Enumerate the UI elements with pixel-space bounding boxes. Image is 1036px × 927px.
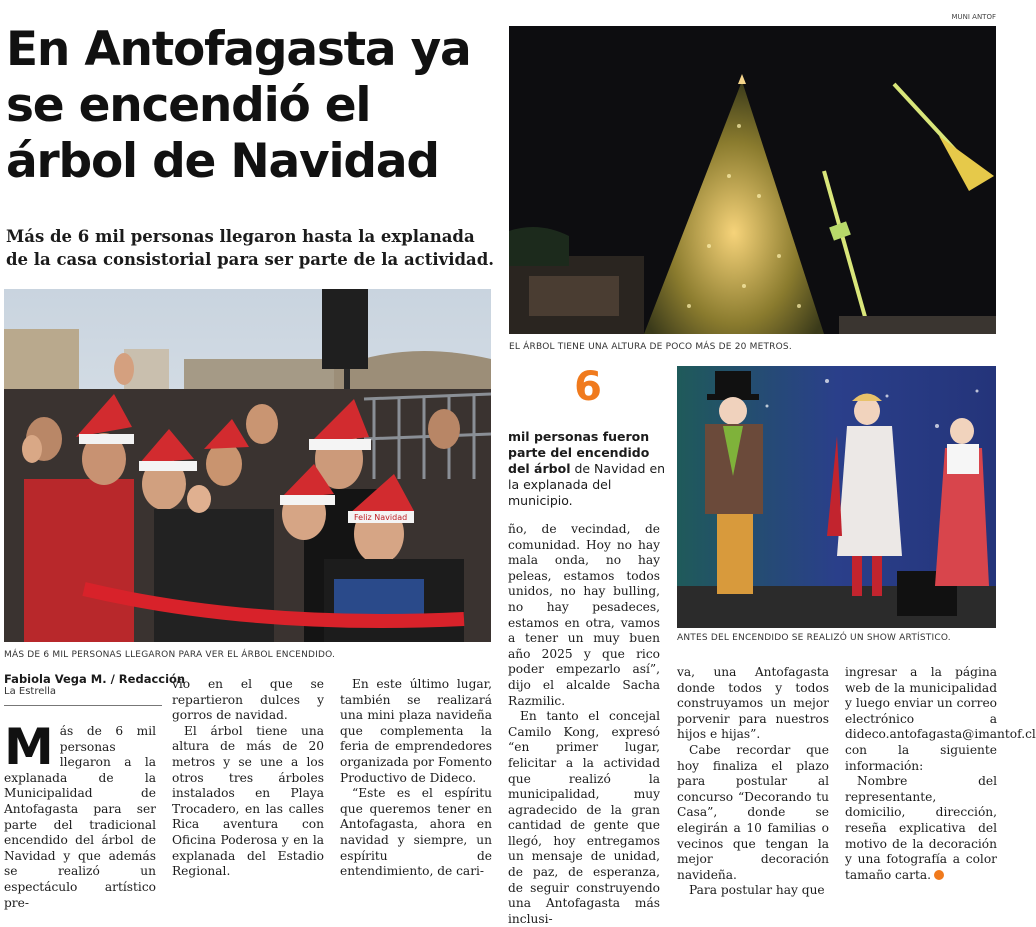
col5-p1: va, una Antofagasta donde todos y todos construyamos un mejor porvenir para nuestros hijos e hijas”. (677, 665, 829, 742)
col6-p1: ingresar a la página web de la municipalidad y luego enviar un correo electrónico a dideco.antofagasta@imantof.cl con la siguiente información: (845, 665, 1036, 773)
hat-text: Feliz Navidad (354, 513, 408, 522)
stat-text (508, 429, 668, 509)
tree-photo (509, 26, 996, 334)
col5-p3: Para postular hay que (689, 883, 825, 898)
body-column-3 (340, 677, 492, 879)
byline-outlet: La Estrella (4, 686, 57, 697)
body-column-2 (172, 677, 324, 879)
col3-p1: En este último lugar, también se realizará una mini plaza navideña que complementa la feria de emprendedores organizada por Fomento Productivo de Dideco. (340, 677, 492, 785)
photo-credit: MUNI ANTOF (951, 13, 996, 21)
end-mark-icon (934, 870, 944, 880)
body-column-6 (845, 665, 1036, 882)
col4-p1: ño, de vecindad, de comunidad. Hoy no hay mala onda, no hay peleas, estamos todos unidos, no hay bulling, no hay pesadeces, estamos en otra, vamos a tener un muy buen año 2025 y que rico poder empezarlo así”, dijo el alcalde Sacha Razmilic. (508, 522, 660, 708)
col3-p2: “Este es el espíritu que queremos tener en Antofagasta, ahora en navidad y siempre, un espíritu de entendimiento, de cari- (340, 786, 492, 879)
crowd-photo (4, 289, 491, 642)
dropcap: M (4, 718, 54, 776)
col4-p2: En tanto el concejal Camilo Kong, expresó “en primer lugar, felicitar a la actividad que realizó la municipalidad, muy agradecido de la gran cantidad de gente que llegó, hoy entregamos un mensaje de unidad, de paz, de esperanza, de seguir construyendo una Antofagasta más inclusi- (508, 709, 660, 926)
col2-p2: El árbol tiene una altura de más de 20 metros y se une a los otros tres árboles instalados en Playa Trocadero, en las calles Rica aventura con Oficina Poderosa y en la explanada del Estadio Regional. (172, 723, 324, 879)
body-column-4 (508, 522, 660, 926)
crowd-photo-caption: MÁS DE 6 MIL PERSONAS LLEGARON PARA VER EL ÁRBOL ENCENDIDO. (4, 650, 336, 660)
col6-p2: Nombre del representante, domicilio, dirección, reseña explicativa del motivo de la decoración y una fotografía a color tamaño carta. (845, 774, 997, 882)
body-column-1 (4, 718, 156, 910)
col5-p2: Cabe recordar que hoy finaliza el plazo para postular al concurso “Decorando tu Casa”, donde se elegirán a 10 familias o vecinos que tengan la mejor decoración navideña. (677, 742, 829, 882)
col1-text: ás de 6 mil personas llegaron a la explanada de la Municipalidad de Antofagasta para ser parte del tradicional encendido del árbol de Navidad y que además se realizó un espectáculo artístico pre- (4, 724, 156, 910)
deck: Más de 6 mil personas llegaron hasta la explanada de la casa consistorial para ser parte de la actividad. (6, 227, 494, 269)
stat-rest: de Navidad en la explanada del municipio. (508, 461, 666, 508)
show-photo (677, 366, 996, 628)
body-column-5 (677, 665, 829, 898)
byline-rule (4, 705, 162, 706)
stat-bold: mil personas fueron parte del encendido del árbol (508, 429, 650, 476)
stat-number: 6 (574, 364, 602, 410)
byline-author: Fabiola Vega M. / Redacción (4, 672, 186, 686)
col2-p1: vio en el que se repartieron dulces y gorros de navidad. (172, 677, 324, 723)
headline: En Antofagasta ya se encendió el árbol de Navidad (6, 22, 471, 189)
show-photo-caption: ANTES DEL ENCENDIDO SE REALIZÓ UN SHOW ARTÍSTICO. (677, 633, 951, 643)
tree-photo-caption: EL ÁRBOL TIENE UNA ALTURA DE POCO MÁS DE 20 METROS. (509, 342, 792, 352)
